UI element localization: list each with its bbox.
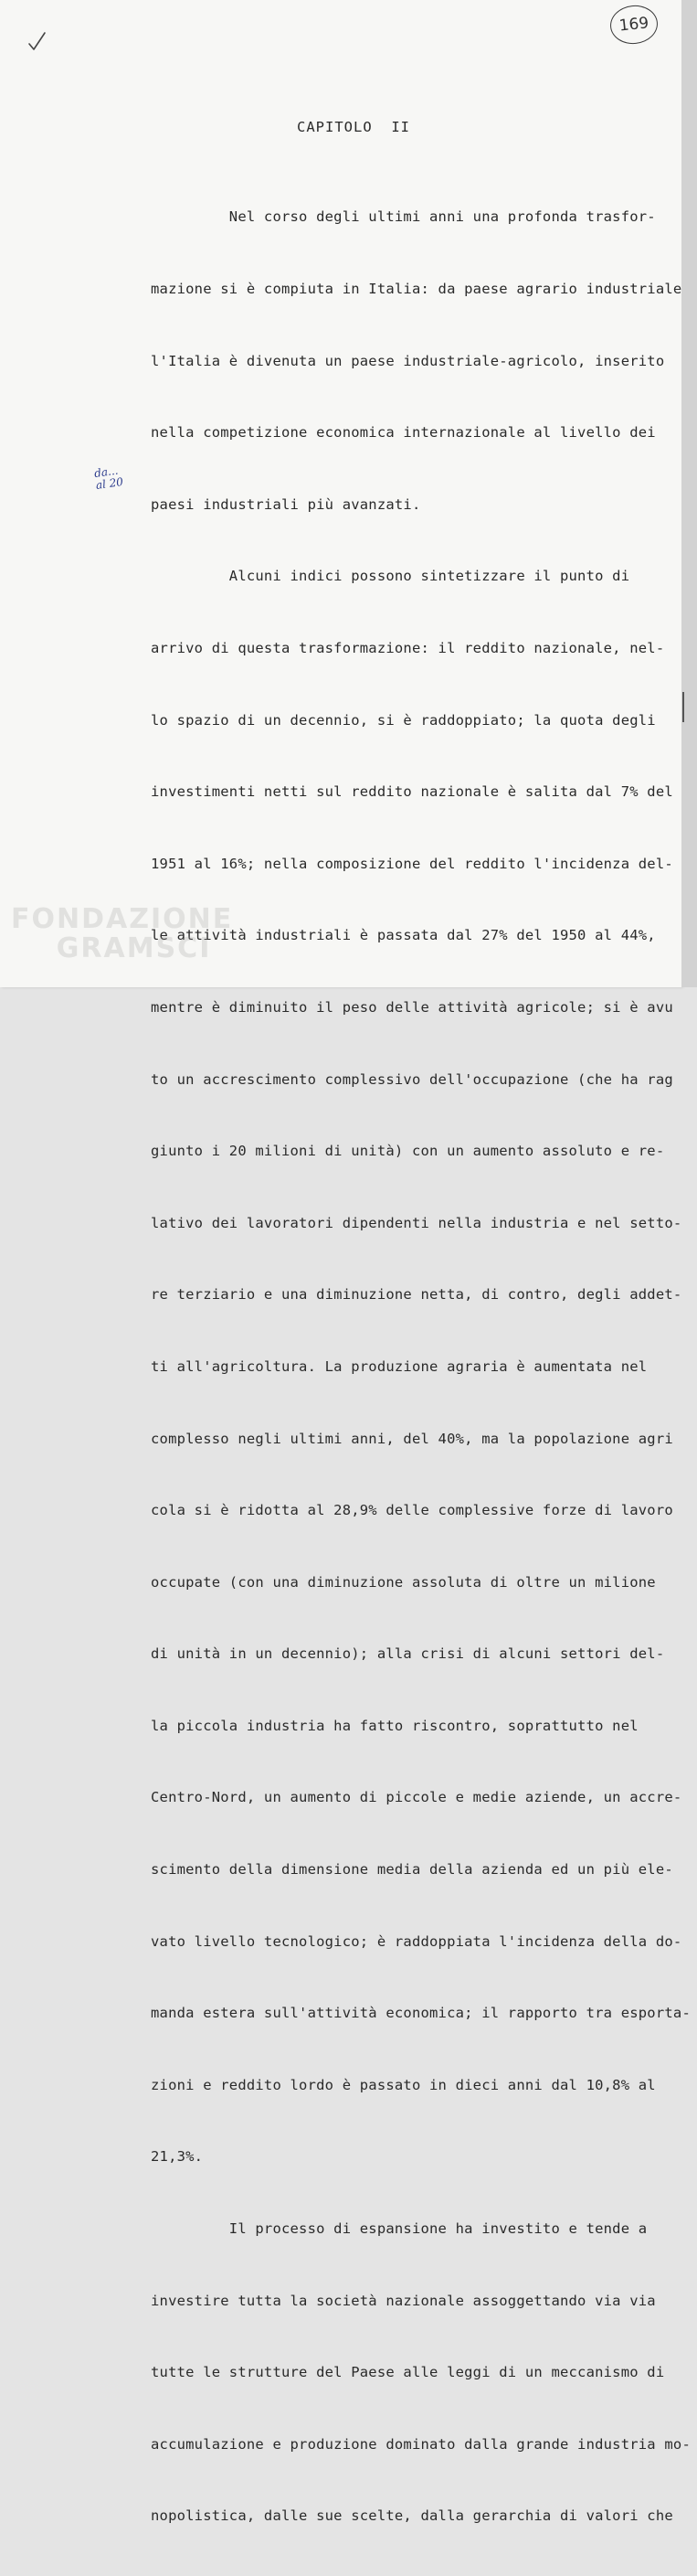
text-line: to un accrescimento complessivo dell'occupazione (che ha rag [151,1070,673,1088]
text-line: investire tutta la società nazionale assoggettando via via [151,2292,656,2309]
text-line: complesso negli ultimi anni, del 40%, ma la popolazione agri [151,1430,673,1447]
text-line: zioni e reddito lordo è passato in dieci anni dal 10,8% al [151,2076,656,2093]
archive-watermark: FONDAZIONE GRAMSCI [11,903,234,964]
text-line: ti all'agricoltura. La produzione agraria è aumentata nel [151,1357,648,1375]
text-line: investimenti netti sul reddito nazionale è salita dal 7% del [151,783,673,801]
margin-annotation: da... al 20 [93,463,124,492]
text-line: Alcuni indici possono sintetizzare il punto di [151,568,630,585]
text-line: tutte le strutture del Paese alle leggi di un meccanismo di [151,2364,665,2381]
text-line: mazione si è compiuta in Italia: da paese agrario industriale [151,281,682,297]
text-line: giunto i 20 milioni di unità) con un aumento assoluto e re- [151,1143,665,1160]
text-line: vato livello tecnologico; è raddoppiata l'incidenza della do- [151,1932,682,1950]
text-line: la piccola industria ha fatto riscontro, soprattutto nel [151,1717,639,1734]
check-mark-icon [27,31,48,53]
text-line: Nel corso degli ultimi anni una profonda trasfor- [151,208,656,226]
text-line: lativo dei lavoratori dipendenti nella industria e nel setto- [151,1214,682,1231]
text-line: 1951 al 16%; nella composizione del reddito l'incidenza del- [151,855,673,872]
text-line: 21,3%. [151,2148,204,2166]
text-line: di unità in un decennio); alla crisi di alcuni settori del- [151,1645,665,1663]
text-line: lo spazio di un decennio, si è raddoppiato; la quota degli [151,711,656,729]
text-line: mentre è diminuito il peso delle attività agricole; si è avu [151,998,673,1016]
chapter-heading: CAPITOLO II [297,119,410,135]
page-number: 169 [618,14,650,36]
text-line: nopolistica, dalle sue scelte, dalla gerarchia di valori che [151,2507,673,2525]
scan-edge [681,0,697,987]
text-line: accumulazione e produzione dominato dalla grande industria mo- [151,2435,691,2453]
page-number-stamp [608,3,660,46]
body-text [151,157,691,2576]
text-line: manda estera sull'attività economica; il rapporto tra esporta- [151,2005,691,2022]
text-line: nella competizione economica internazionale al livello dei [151,424,656,442]
text-line: occupate (con una diminuzione assoluta di oltre un milione [151,1573,656,1591]
text-line: arrivo di questa trasformazione: il reddito nazionale, nel- [151,639,665,656]
text-line: re terziario e una diminuzione netta, di contro, degli addet- [151,1286,682,1304]
text-line: Centro-Nord, un aumento di piccole e medie aziende, un accre- [151,1789,682,1806]
text-line: paesi industriali più avanzati. [151,495,421,513]
text-line: l'Italia è divenuta un paese industriale-agricolo, inserito [151,352,665,369]
text-line: Il processo di espansione ha investito e tende a [151,2220,648,2238]
text-line: scimento della dimensione media della azienda ed un più ele- [151,1861,673,1879]
text-line: le attività industriali è passata dal 27% del 1950 al 44%, [151,927,656,944]
text-line: cola si è ridotta al 28,9% delle complessive forze di lavoro [151,1502,673,1519]
margin-mark [682,692,684,722]
